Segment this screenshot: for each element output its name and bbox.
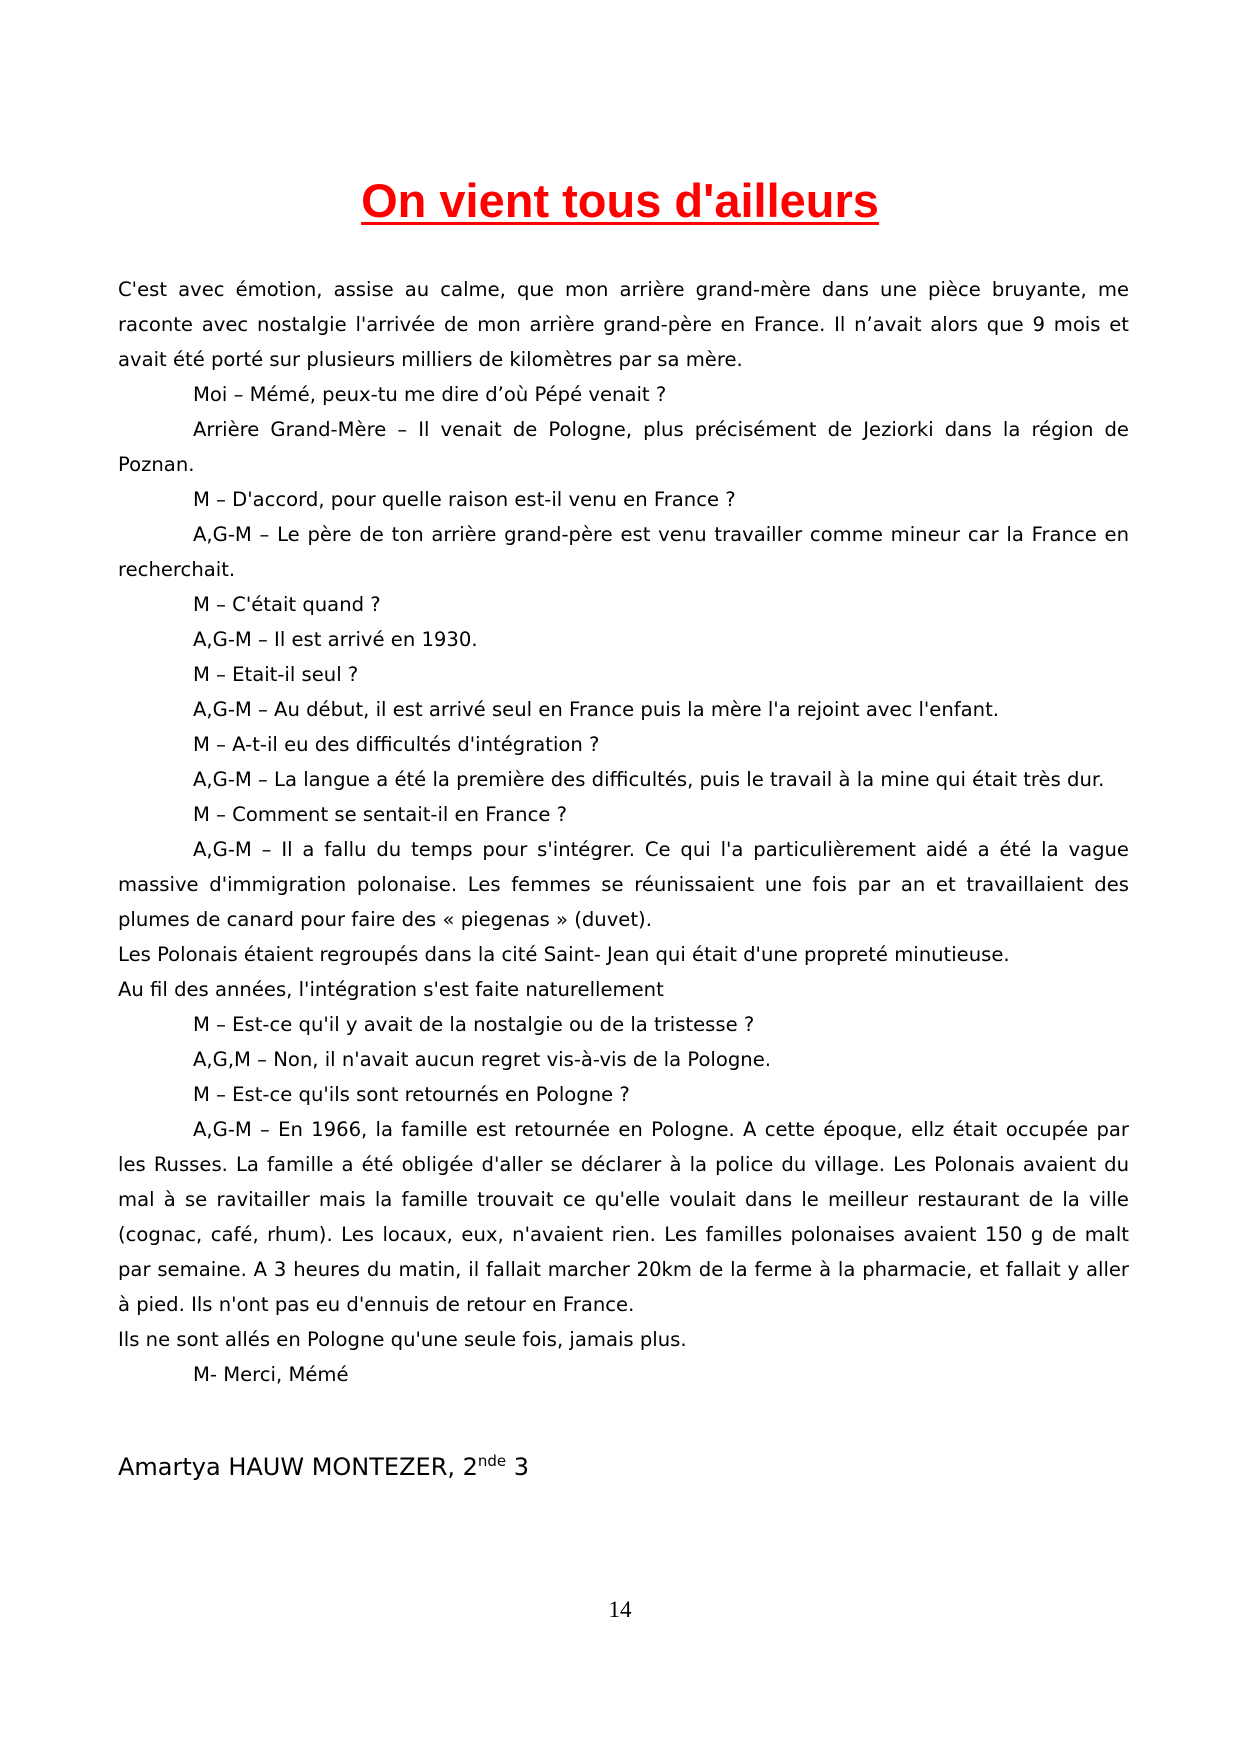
dialogue-line: A,G,M – Non, il n'avait aucun regret vis-à-vis de la Pologne. — [193, 1048, 771, 1071]
dialogue-line: M – Est-ce qu'ils sont retournés en Pologne ? — [193, 1083, 630, 1106]
author-name: Amartya HAUW MONTEZER, 2 — [118, 1453, 478, 1481]
narrative-paragraph: Ils ne sont allés en Pologne qu'une seule fois, jamais plus. — [118, 1328, 687, 1351]
dialogue-line: A,G-M – La langue a été la première des difficultés, puis le travail à la mine qui était très dur. — [193, 768, 1105, 791]
dialogue-line: A,G-M – Au début, il est arrivé seul en France puis la mère l'a rejoint avec l'enfant. — [193, 698, 1000, 721]
dialogue-line: M – C'était quand ? — [193, 593, 381, 616]
dialogue-line: M – D'accord, pour quelle raison est-il venu en France ? — [193, 488, 736, 511]
dialogue-line: M – Comment se sentait-il en France ? — [193, 803, 568, 826]
dialogue-line: M- Merci, Mémé — [193, 1363, 349, 1386]
narrative-paragraph: Au fil des années, l'intégration s'est faite naturellement — [118, 978, 664, 1001]
class-superscript: nde — [477, 1452, 507, 1470]
dialogue-line: A,G-M – Le père de ton arrière grand-père est venu travailler comme mineur car la France en recherchait. — [118, 523, 1129, 581]
page-number: 14 — [608, 1597, 632, 1622]
dialogue-line: A,G-M – Il a fallu du temps pour s'intégrer. Ce qui l'a particulièrement aidé a été la vague massive d'immigration polonaise. Les femmes se réunissaient une fois par an et travaillaient des plumes de canard pour faire des « piegenas » (duvet). — [118, 838, 1129, 931]
dialogue-line: M – Etait-il seul ? — [193, 663, 359, 686]
narrative-paragraph: C'est avec émotion, assise au calme, que mon arrière grand-mère dans une pièce bruyante, me raconte avec nostalgie l'arrivée de mon arrière grand-père en France. Il n’avait alors que 9 mois et avait été porté sur plusieurs milliers de kilomètres par sa mère. — [118, 278, 1129, 371]
dialogue-line: A,G-M – En 1966, la famille est retournée en Pologne. A cette époque, ellz était occupée par les Russes. La famille a été obligée d'aller se déclarer à la police du village. Les Polonais avaient du mal à se ravitailler mais la famille trouvait ce qu'elle voulait dans le meilleur restaurant de la ville (cognac, café, rhum). Les locaux, eux, n'avaient rien. Les familles polonaises avaient 150 g de malt par semaine. A 3 heures du matin, il fallait marcher 20km de la ferme à la pharmacie, et fallait y aller à pied. Ils n'ont pas eu d'ennuis de retour en France. — [118, 1118, 1129, 1316]
dialogue-line: A,G-M – Il est arrivé en 1930. — [193, 628, 478, 651]
dialogue-line: M – Est-ce qu'il y avait de la nostalgie ou de la tristesse ? — [193, 1013, 755, 1036]
dialogue-line: Moi – Mémé, peux-tu me dire d’où Pépé venait ? — [193, 383, 667, 406]
dialogue-line: Arrière Grand-Mère – Il venait de Pologne, plus précisément de Jeziorki dans la région de Poznan. — [118, 418, 1129, 476]
author-signature — [118, 1447, 529, 1487]
narrative-paragraph: Les Polonais étaient regroupés dans la cité Saint- Jean qui était d'une propreté minutieuse. — [118, 943, 1010, 966]
interview-body — [118, 272, 1129, 1392]
class-number: 3 — [506, 1453, 530, 1481]
dialogue-line: M – A-t-il eu des difficultés d'intégration ? — [193, 733, 600, 756]
page-title: On vient tous d'ailleurs — [361, 174, 879, 228]
